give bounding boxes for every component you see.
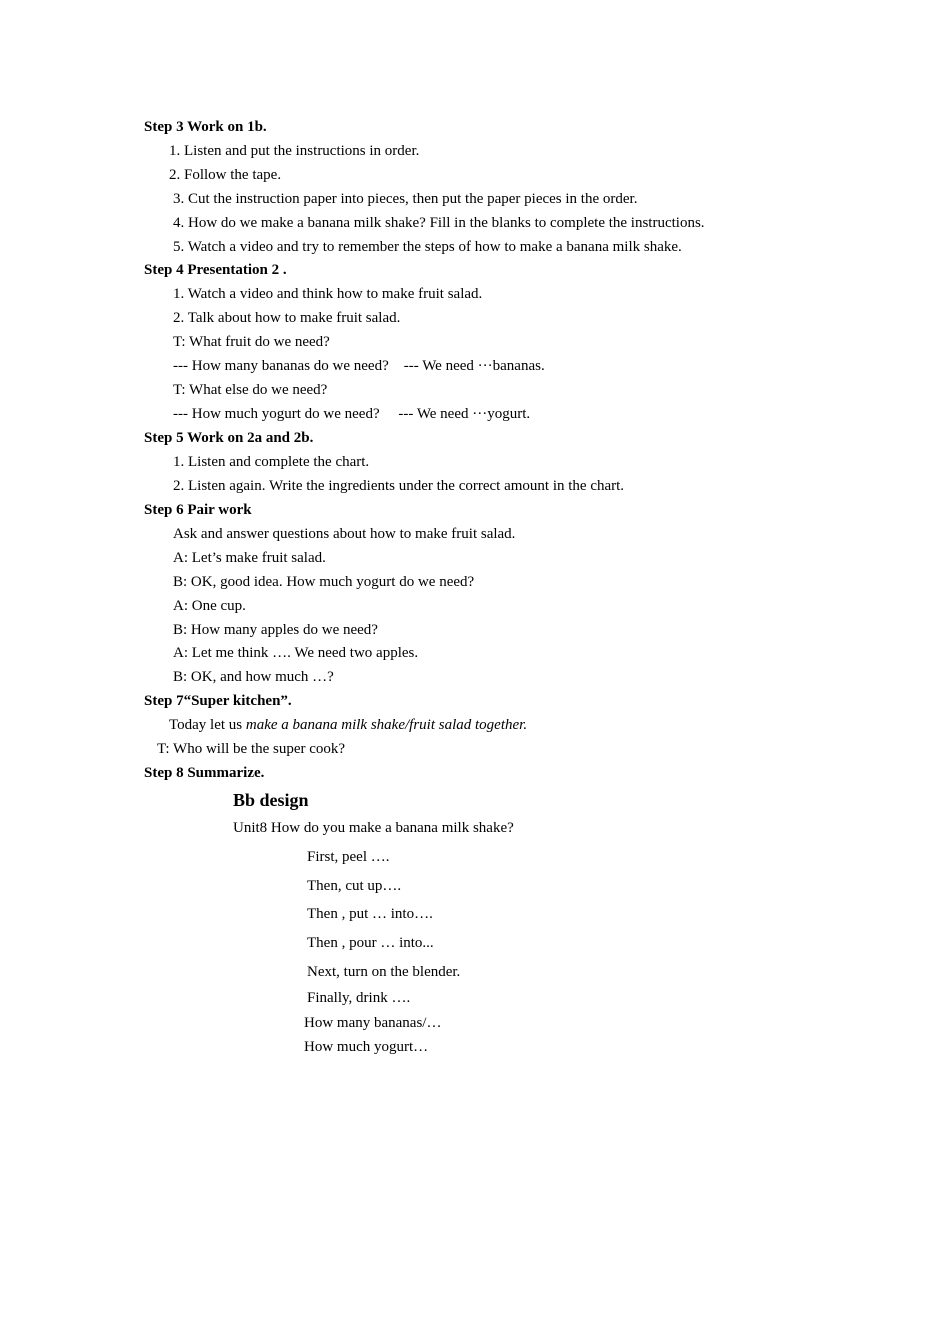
bb-step: Then, cut up…. — [307, 878, 402, 894]
step6-item: A: Let me think …. We need two apples. — [173, 645, 419, 661]
bb-step: Finally, drink …. — [307, 990, 411, 1006]
step5-heading: Step 5 Work on 2a and 2b. — [144, 430, 314, 446]
step3-item: 4. How do we make a banana milk shake? Fill in the blanks to complete the instructions. — [173, 215, 705, 231]
step6-item: B: How many apples do we need? — [173, 622, 378, 638]
step3-item: 5. Watch a video and try to remember the steps of how to make a banana milk shake. — [173, 239, 682, 255]
step7-line — [169, 716, 527, 734]
step5-item: 1. Listen and complete the chart. — [173, 454, 370, 470]
step7-italic: make a banana milk shake/fruit salad together. — [245, 717, 528, 733]
step6-item: Ask and answer questions about how to make fruit salad. — [173, 526, 516, 542]
step4-heading: Step 4 Presentation 2 . — [144, 262, 287, 278]
step4-item: T: What fruit do we need? — [173, 334, 330, 350]
step6-item: B: OK, good idea. How much yogurt do we need? — [173, 574, 475, 590]
step6-item: A: One cup. — [173, 598, 246, 614]
step6-item: A: Let’s make fruit salad. — [173, 550, 326, 566]
bb-step: First, peel …. — [307, 849, 390, 865]
bb-design-title: Bb design — [233, 790, 309, 810]
bb-step: Then , put … into…. — [307, 906, 433, 922]
step7-plain: Today let us — [169, 717, 246, 733]
bb-unit-title: Unit8 How do you make a banana milk shake? — [233, 820, 514, 836]
step8-heading: Step 8 Summarize. — [144, 765, 265, 781]
step4-item: --- How many bananas do we need? --- We need ···bananas. — [173, 358, 545, 374]
step3-heading: Step 3 Work on 1b. — [144, 119, 267, 135]
step4-item: 2. Talk about how to make fruit salad. — [173, 310, 401, 326]
bb-question: How much yogurt… — [304, 1039, 429, 1055]
step3-item: 2. Follow the tape. — [169, 167, 282, 183]
bb-step: Then , pour … into... — [307, 935, 434, 951]
bb-step: Next, turn on the blender. — [307, 964, 461, 980]
step4-item: T: What else do we need? — [173, 382, 328, 398]
step6-item: B: OK, and how much …? — [173, 669, 334, 685]
step7-heading: Step 7“Super kitchen”. — [144, 693, 292, 709]
step4-item: 1. Watch a video and think how to make fruit salad. — [173, 286, 483, 302]
step3-item: 1. Listen and put the instructions in order. — [169, 143, 420, 159]
step5-item: 2. Listen again. Write the ingredients under the correct amount in the chart. — [173, 478, 625, 494]
step7-line: T: Who will be the super cook? — [157, 741, 346, 757]
step6-heading: Step 6 Pair work — [144, 502, 252, 518]
step4-item: --- How much yogurt do we need? --- We need ···yogurt. — [173, 406, 531, 422]
step3-item: 3. Cut the instruction paper into pieces, then put the paper pieces in the order. — [173, 191, 638, 207]
bb-question: How many bananas/… — [304, 1015, 442, 1031]
